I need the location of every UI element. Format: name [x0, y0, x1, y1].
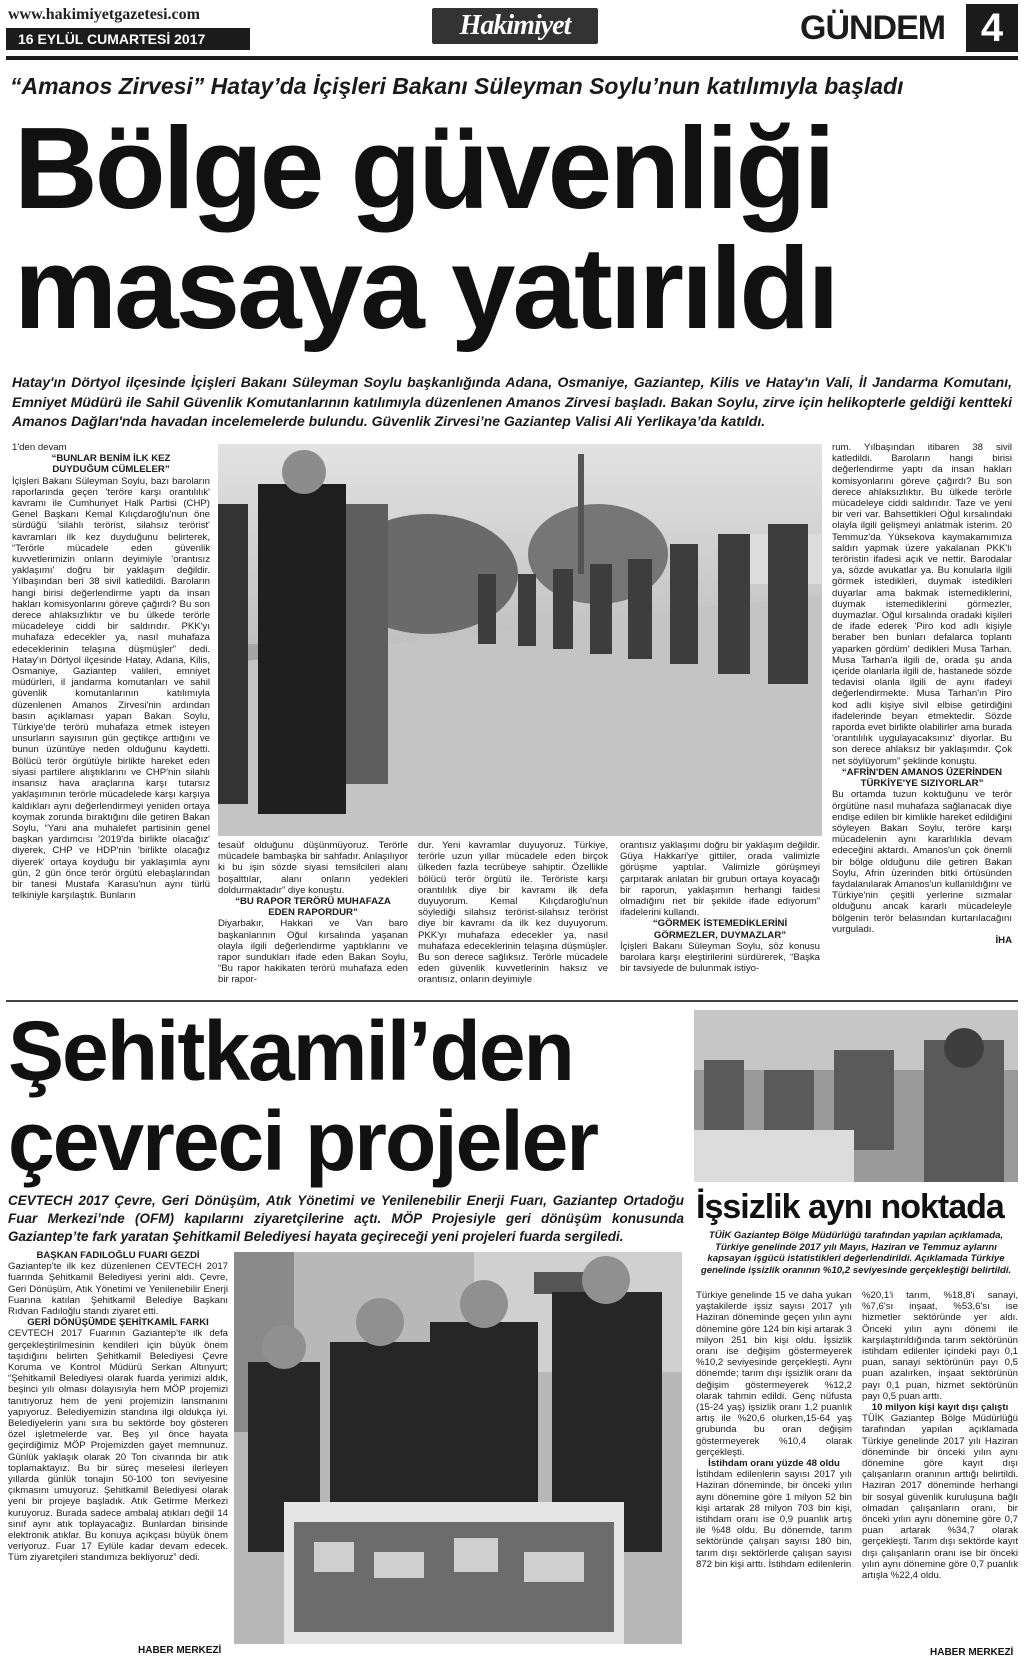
- story3-col2-text: %20,1'i tarım, %18,8'i sanayi, %7,6'sı inşaat, %53,6'sı ise hizmetler sektöründe yer aldı. Önceki yılın aynı dönemi ile karşılaştırıldığında tarım sektörünün istihdam edilenler içindeki payı 0,1 puan, sanayi sektörünün payı 0,5 puan azalırken, inşaat sektörünün payı 0,1 puan, hizmet sektörünün payı 0,5 puan arttı.: [862, 1290, 1018, 1402]
- story-divider: [6, 1000, 1018, 1002]
- story3-column-1: [696, 1290, 852, 1658]
- story1-column-3: [418, 840, 608, 994]
- story3-column-2: [862, 1290, 1018, 1646]
- story2-text-2: CEVTECH 2017 Fuarının Gaziantep'te ilk defa gerçekleştirilmesinin kendileri için büyük önem taşıdığını belirten Şehitkamil Belediyesi Çevre Koruma ve Kontrol Müdürü Serkan Altınyurt; “Şehitkamil Belediyesi olarak fuarda yerimizi aldık, beşinci yılı olması dolayısıyla hem MÖP projemizi tanıtıyoruz hem de yeni projemizin lansmanını yapıyoruz. Belediyemizin standına ilgi oldukça iyi. Belediyelerin yanı sıra bu sektörde boy gösteren özel işletmelerde var. Beş yıl önce hayata geçirdiğimiz MÖP Projemizden gayet memnunuz. Günlük yaklaşık olarak 20 Ton civarında bir atık toplamaktayız. Bu bir süreç meselesi ilerleyen yıllarda günlük tonajın 50-100 ton seviyesine çıkmasını umuyoruz. Şehitkamil Belediyesi olarak yeni bir projeye başladık. Atık Getirme Merkezi kuruyoruz. Burada sadece ambalaj atıkları değil 14 sınıf aynı atık toplayacağız. Bunlardan birisinde elektronik atıklar. Bu konuya açıkçası büyük önem veriyoruz. Fuar 17 Eylüle kadar devam edecek. Tüm ziyaretçileri standımıza bekliyoruz” dedi.: [8, 1328, 228, 1564]
- story3-photo-workers: [694, 1010, 1018, 1182]
- story1-col3-text: dur. Yeni kavramlar duyuyoruz. Türkiye, terörle uzun yıllar mücadele eden birçok ülkeden fazla tecrübeye sahiptir. Özellikle bölücü terör örgütü ile. Teröriste karşı orantılılık diye bir kavramı ilk defa duyuyorum. Kemal Kılıçdaroğlu'nun söylediği silahsız terörist-silahsız terörist diye bir kavramı da ilk kez duyuyorum. PKK'yı muhafaza edecekler ya, nasıl muhafaza edeceklerinin telaşına düşmüşler. Bu son derece sağlıksız. Terörle mücadele eden güvenlik kuvvetlerinin haksız ve orantısız, onların deyimiyle: [418, 840, 608, 986]
- continued-label: 1'den devam: [12, 442, 67, 453]
- masthead-date-bar: [6, 28, 250, 50]
- masthead-rule: [6, 56, 1018, 60]
- story2-subhead-2: GERİ DÖNÜŞÜMDE ŞEHİTKAMİL FARKI: [27, 1317, 209, 1329]
- story1-column-1: [12, 442, 210, 994]
- story1-col4-text-2: İçişleri Bakanı Süleyman Soylu, söz konusu barolara karşı eleştirilerini sürdürerek, “Başka bir tavsiyede de bulunmak istiyo-: [620, 940, 820, 975]
- story1-photo-minister-soldiers: [218, 444, 822, 836]
- story1-subhead-1: “BUNLAR BENİM İLK KEZ DUYDUĞUM CÜMLELER”: [51, 453, 171, 476]
- story2-column-1: [8, 1250, 228, 1658]
- story2-headline-line2: çevreci projeler: [8, 1094, 598, 1188]
- story1-lead: Hatay'ın Dörtyol ilçesinde İçişleri Bakanı Süleyman Soylu başkanlığında Adana, Osmaniye, Gaziantep, Kilis ve Hatay'ın Vali, İl Jandarma Komutanı, Emniyet Müdürü ile Sahil Güvenlik Komutanlarının katılımıyla düzenlenen Amanos Zirvesi başladı. Bakan Soylu, zirve için helikopterle geldiği kentteki Amanos Dağları'nda havadan incelemelerde bulundu. Güvenlik Zirvesi’ne Gaziantep Valisi Ali Yerlikaya’da katıldı.: [12, 374, 1012, 430]
- masthead-date: 16 EYLÜL CUMARTESİ 2017: [18, 31, 206, 47]
- story1-subhead-2: “BU RAPOR TERÖRÜ MUHAFAZA EDEN RAPORDUR”: [235, 896, 391, 919]
- story3-lead: TÜİK Gaziantep Bölge Müdürlüğü tarafından yapılan açıklamada, Türkiye genelinde 2017 yılı Mayıs, Haziran ve Temmuz aylarını kapsayan işgücü istatistikleri değerlendirildi. Açıklamada Türkiye genelinde işsizlik oranının %10,2 seviyesinde gerçekleştiği belirtildi.: [700, 1230, 1012, 1276]
- story1-col4-text: orantısız yaklaşımı doğru bir yaklaşım değildir. Güya Hakkari'ye gittiler, orada valimizle görüşme yaptılar. Valimizle görüşmeyi çarpıtarak anlatan bir grubun ortaya koyacağı bir raporun, yaklaşımın herhangi faidesi olmadığını net bir şekilde ifade ediyorum” ifadelerini kullandı.: [620, 840, 820, 919]
- story1-col1-text: İçişleri Bakanı Süleyman Soylu, bazı baroların raporlarında geçen 'teröre karşı orantılılık' kavramı ile Cumhuriyet Halk Partisi (CHP) Genel Başkanı Kemal Kılıçdaroğlu'nun öne sürdüğü 'silahlı terörist, silahsız terörist' kavramları ilk kez duyduğunu belirterek, “Terörle mücadele eden güvenlik kuvvetlerimizin onların deyimiyle 'orantısız yaklaşımı' doğru bir yaklaşım değildir. Yılbaşından beri 38 sivil katledildi. Baroların hangi birisi değerlendirme yaptı da insan hakları komisyonlarını göreve çağırdı? Bu son derece ahlaksızlıktır ve bu ülkede terörle mücadeleye ciddi bir saldırıdır. PKK'yı muhafaza edecekler ya, nasıl muhafaza edeceklerinin telaşına düşmüşler” dedi. Hatay'ın Dörtyol ilçesinde Hatay, Adana, Kilis, Osmaniye, Gaziantep valileri, emniyet müdürleri, il jandarma komutanları ve sahil güvenlik komutanlarının katılımıyla düzenlenen Amanos Zirvesi'nin ardından basın açıklaması yapan Bakan Soylu, Türkiye'de terörü muhafaza etmek isteyen unsurların sayısının gün geçtikçe arttığını ve bunun üzüntüye neden olduğunu kaydetti. Bölücü terör örgütüyle birlikte hareket eden siyasi partilere alıştıklarını ve CHP'nin silahlı insansız hava araçlarına karşı tutarsız yaklaşımının terörle mücadelede karşı karşıya kaldıkları aynı değerlendirmeyi yeniden ortaya koymak zorunda bıraktığını dile getiren Bakan Soylu, “Yani ana muhalefet partisinin genel başkan yardımcısı '2019'da birlikte olacağız' diyerek, CHP ve HDP'nin 'birlikte olacağız diyerek' ortaya koyduğu bir yaklaşımla aynı gün, 2 gün önce terör örgütü elebaşlarından bir tanesi Mustafa Karasu'nun aynı türlü telkiniyle karşılaştık. Bunların: [12, 475, 210, 902]
- story1-agency: İHA: [995, 934, 1012, 946]
- page-number: 4: [980, 6, 1004, 50]
- page-number-box: [966, 4, 1018, 52]
- story2-headline-line1: Şehitkamil’den: [8, 1004, 573, 1098]
- story2-text-1: Gaziantep'te ilk kez düzenlenen CEVTECH 2017 fuarında Şehitkamil Belediyesi yerini aldı. Çevre, Geri Dönüşüm, Atık Yönetimi ve Yenilenebilir Enerji Fuarına katılan Şehitkamil Belediye Başkanı Rıdvan Fadıloğlu standı ziyaret etti.: [8, 1261, 228, 1318]
- story1-subhead-3: “GÖRMEK İSTEMEDİKLERİNİ GÖRMEZLER, DUYMAZLAR”: [652, 918, 788, 941]
- story3-col1-text-2: İstihdam edilenlerin sayısı 2017 yılı Haziran döneminde, bir önceki yılın aynı dönemine göre 1 milyon 52 bin kişi artarak 28 milyon 703 bin kişi, istihdam oranı ise 0,9 puanlık artış ile %48 oldu. Bu dönemde, tarım sektöründe çalışan sayısı 180 bin, tarım dışı sektörlerde çalışan sayısı 872 bin kişi arttı. İstihdam edilenlerin: [696, 1469, 852, 1570]
- story2-subhead-1: BAŞKAN FADILOĞLU FUARI GEZDİ: [36, 1250, 200, 1261]
- story1-col2-text-2: Diyarbakır, Hakkari ve Van baro başkanlarının Oğul kırsalında yaşanan olayla ilgili değerlendirme yaptıklarını ve rapor sundukları ifade eden Bakan Soylu, “Bu rapor hakikaten terörü muhafaza eden bir rapor-: [218, 918, 408, 986]
- story3-agency: HABER MERKEZİ: [930, 1647, 1014, 1658]
- story1-column-5: [832, 442, 1012, 994]
- story3-subhead-2: 10 milyon kişi kayıt dışı çalıştı: [871, 1402, 1009, 1414]
- newspaper-logo: [432, 8, 598, 44]
- newspaper-logo-text: Hakimiyet: [459, 10, 571, 41]
- story2-photo-fair-visit: [234, 1252, 682, 1644]
- story3-subhead-1: İstihdam oranı yüzde 48 oldu: [708, 1458, 840, 1470]
- story1-kicker: “Amanos Zirvesi” Hatay’da İçişleri Bakanı Süleyman Soylu’nun katılımıyla başladı: [10, 73, 904, 99]
- story3-col2-text-2: TÜİK Gaziantep Bölge Müdürlüğü tarafından yapılan açıklamada Türkiye genelinde 2017 yılı Haziran döneminde bir önceki yılın aynı dönemine göre kayıt dışı çalışanların oranının arttığı belirtildi. Haziran 2017 döneminde herhangi bir sosyal güvenlik kuruluşuna bağlı olmadan çalışanların oranı, bir önceki yılın aynı dönemine göre 0,7 puan artarak %34,7 olarak gerçekleşti. Tarım dışı sektörde kayıt dışı çalışanların oranı ise bir önceki yılın aynı dönemine göre 0,7 puanlık artışla %22,4 oldu.: [862, 1413, 1018, 1582]
- story2-agency: HABER MERKEZİ: [138, 1645, 222, 1656]
- story1-subhead-4: “AFRİN'DEN AMANOS ÜZERİNDEN TÜRKİYE'YE SIZIYORLAR”: [841, 766, 1003, 790]
- story1-headline-line1: Bölge güvenliği: [14, 103, 833, 233]
- story1-column-2: [218, 840, 408, 994]
- story1-col2-text: tesaüf olduğunu düşünmüyoruz. Terörle mücadele bambaşka bir sahfadır. Anlaşılıyor ki bu işin sözde siyasi temsilcileri alanı boşalttılar, alanı onların yedekleri doldurmaktadır” diye konuştu.: [218, 840, 408, 896]
- story1-headline-line2: masaya yatırıldı: [14, 223, 837, 353]
- story1-column-4: [620, 840, 820, 994]
- section-title: GÜNDEM: [800, 9, 946, 47]
- story2-lead: CEVTECH 2017 Çevre, Geri Dönüşüm, Atık Yönetimi ve Yenilenebilir Enerji Fuarı, Gaziantep Ortadoğu Fuar Merkezi’nde (OFM) kapılarını ziyaretçilerine açtı. MÖP Projesiyle geri dönüşüm konusunda Gaziantep’te fark yaratan Şehitkamil Belediyesi hayata geçireceği yeni projeleri fuarda sergiledi.: [8, 1193, 684, 1244]
- story3-col1-text: Türkiye genelinde 15 ve daha yukarı yaştakilerde işsiz sayısı 2017 yılı Haziran döneminde geçen yılın aynı dönemine göre 124 bin kişi artarak 3 milyon 251 bin kişi oldu. İşsizlik oranı ise değişim göstermeyerek %10,2 seviyesinde gerçekleşti. Aynı dönemde; tarım dışı işsizlik oranı da değişim göstermeyerek %12,2 olarak tahmin edildi. Genç nüfusta (15-24 yaş) işsizlik oranı 1,2 puanlık artış ile %20,6 olurken,15-64 yaş grubunda bu oran değişim göstermeyerek %10,4 olarak gerçekleşti.: [696, 1290, 852, 1458]
- masthead-url: www.hakimiyetgazetesi.com: [8, 6, 200, 23]
- story1-col5-text: rum. Yılbaşından itibaren 38 sivil katledildi. Baroların hangi birisi değerlendirme yaptı da insan hakları komisyonlarını göreve çağırdı? Bu son derece ahlaksızlıktır. Bu ülkede terörle mücadeleye ciddi saldırıdır. Taze ve yeni bir veri var. Bahsettikleri Oğul kırsalındaki olayla ilgili gelişmeyi anlatmak isterim. 20 Temmuz'da Yüksekova kaymakamımıza saldırı yapmak üzere yakalanan PKK'lı teröristin ifadesi açık ve nettir. Barodalar ya, sözde avukatlar ya. Bu konularla ilgili görmek istedikleri, duymak istedikleri duyarlar ama bakmak istemediklerini, duymak istemediklerini görmezler, duymazlar. Oğul kırsalında oradaki kişileri de ifade ederek 'Piro kod adlı kişiyle beraber ben bunları defalarca toplantı yaparken gördüm' dedikleri Musa Tarhan. Musa Tarhan'a ilgili de, orada şu anda içeride olanlarla ilgili de, hastanede sözde tedavisi olanla ilgili de aynı ifadeyi değerlendirmekte. Musa Tarhan'ın Piro kod adlı kişiye sivil elbise getirdiğini ifadelerinde beyan etmektedir. Sözde raporda evet birlikte olabilirler ama burada 'orantılılık uygulayacaksınız' diyorlar. Bu son derece ahlaksız bir yaklaşımdır. Çok net söylüyorum” şeklinde konuştu.: [832, 442, 1012, 767]
- story1-col5-text-2: Bu ortamda tuzun koktuğunu ve terör örgütüne nasıl muhafaza sağlanacak diye endişe edilen bir kimlikle hareket edildiğini söyleyen Bakan Soylu, teröre karşı mücadelenin aynı kararlılıkla devam edeceğini aktardı. Amanos'un çok önemli bir bölge olduğunu dile getiren Bakan Soylu, Afrin üzerinden bitki örtüsünden faydalanılarak Amanos'un kullanıldığını ve Türkiye'nin çeşitli yerlerine sızmalar olduğunu ancak kararlı mücadeleyle bölgenin terör belasından kurtarılacağını vurguladı.: [832, 789, 1012, 935]
- story3-headline: İşsizlik aynı noktada: [696, 1188, 1004, 1226]
